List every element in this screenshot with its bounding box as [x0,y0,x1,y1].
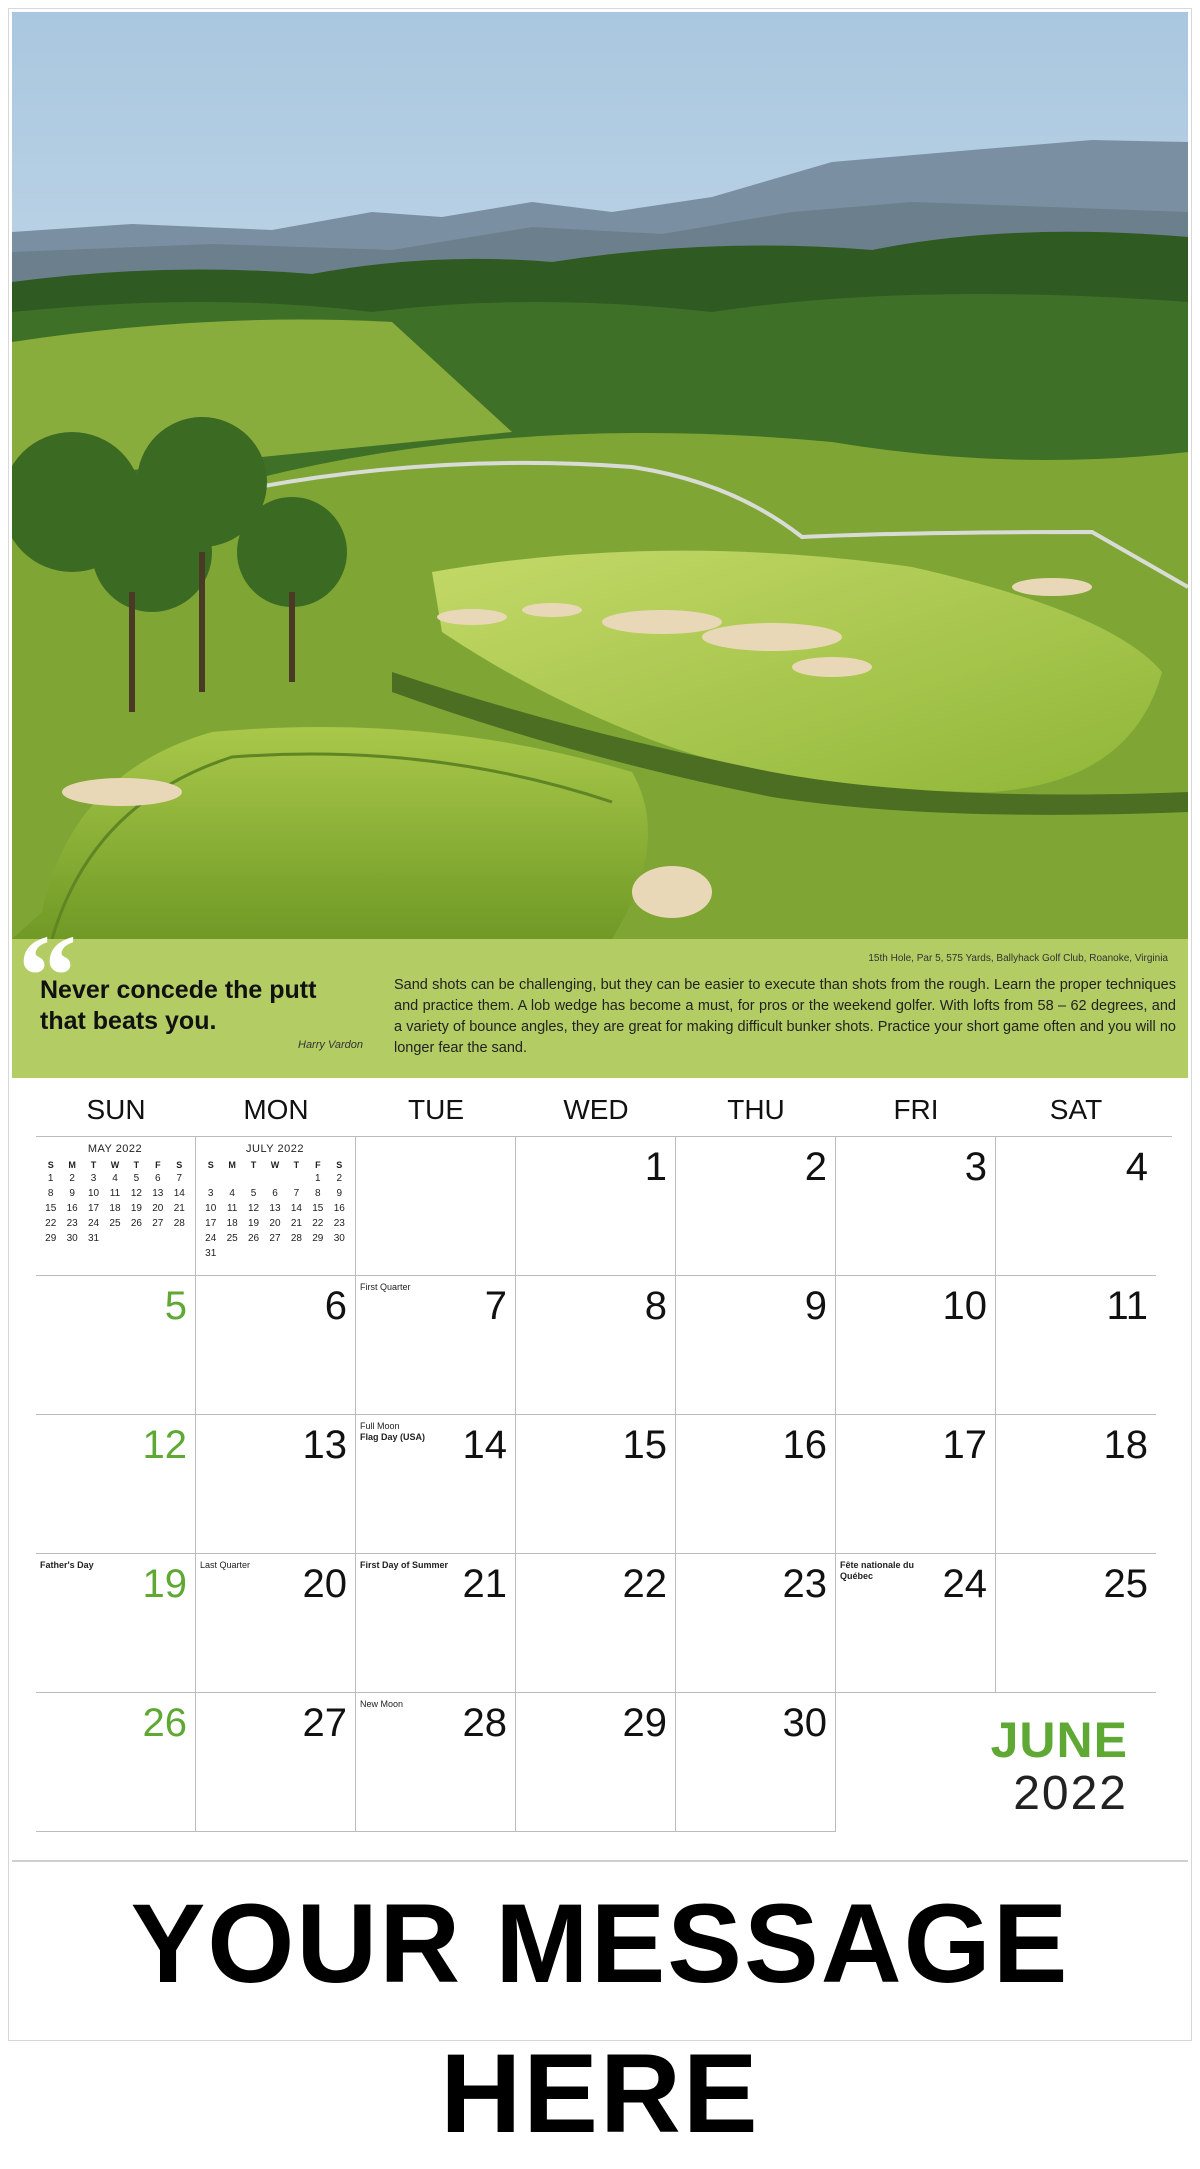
footer-divider [12,1860,1188,1862]
week-row [36,1415,1172,1554]
mini-day [243,1171,264,1186]
mini-day: 29 [45,1233,57,1244]
mini-day: 30 [333,1233,345,1244]
mini-day: 16 [333,1203,345,1214]
day-number: 1 [644,1145,667,1189]
day-cell [196,1554,356,1693]
holiday-name: Father's Day [40,1560,94,1570]
mini-weekday: M [228,1159,236,1170]
mini-day: 22 [45,1218,57,1229]
photo-caption: 15th Hole, Par 5, 575 Yards, Ballyhack Golf Club, Roanoke, Virginia [868,953,1168,964]
month-year: 2022 [1013,1767,1128,1820]
day-cell [836,1276,996,1415]
mini-day: 1 [47,1173,54,1184]
mini-day: 13 [152,1188,164,1199]
mini-day: 9 [336,1188,343,1199]
mini-day: 8 [315,1188,321,1199]
mini-day: 19 [130,1203,142,1214]
golf-course-illustration [12,12,1188,939]
mini-weekday: S [207,1159,214,1170]
mini-day [169,1231,190,1246]
mini-calendar-next [200,1143,350,1261]
mini-day: 14 [290,1203,302,1214]
mini-day [286,1246,307,1261]
mini-day: 18 [226,1218,238,1229]
mini-day [221,1171,242,1186]
mini-day: 6 [155,1173,161,1184]
mini-day: 24 [205,1233,217,1244]
mini-day: 7 [176,1173,183,1184]
day-cell [676,1415,836,1554]
day-cell [996,1554,1156,1693]
mini-day: 14 [173,1188,185,1199]
date-grid [36,1136,1172,1832]
mini-day: 30 [66,1233,78,1244]
advertising-footer [12,1869,1188,2156]
day-cell [356,1415,516,1554]
week-row [36,1554,1172,1693]
week-row [36,1693,1172,1832]
mini-weekday: W [270,1159,280,1170]
day-event [840,1560,940,1582]
mini-day: 6 [272,1188,278,1199]
mini-day: 15 [312,1203,324,1214]
week-row [36,1276,1172,1415]
week-row [36,1137,1172,1276]
mini-calendar-cell [36,1137,196,1276]
mini-day [329,1246,350,1261]
day-cell [36,1554,196,1693]
weekday-header [36,1084,1172,1136]
event-note: First Quarter [360,1282,411,1292]
event-note: Last Quarter [200,1560,251,1570]
day-event [40,1560,140,1571]
mini-day: 21 [290,1218,302,1229]
day-cell [516,1554,676,1693]
weekday-thu: THU [727,1094,785,1125]
mini-weekday: T [250,1159,257,1170]
quote-author: Harry Vardon [298,1039,364,1051]
day-number: 30 [782,1701,827,1745]
day-cell [196,1276,356,1415]
day-cell [836,1137,996,1276]
empty-cell [356,1137,516,1276]
month-name: JUNE [990,1712,1128,1768]
day-cell [996,1276,1156,1415]
day-number: 24 [942,1562,987,1606]
calendar-page [8,8,1192,2156]
weekday-wed: WED [563,1094,629,1125]
quote-mark-icon: “ [18,910,77,1041]
weekday-tue: TUE [408,1094,464,1125]
mini-day: 7 [293,1188,300,1199]
mini-day [126,1231,147,1246]
mini-day: 19 [247,1218,260,1229]
mini-weekday: S [47,1159,54,1170]
day-cell [516,1276,676,1415]
day-number: 14 [462,1423,507,1467]
day-number: 6 [324,1284,347,1328]
day-event [360,1699,403,1710]
mini-weekday: F [315,1159,321,1170]
day-number: 26 [142,1701,187,1745]
mini-day: 28 [173,1218,185,1229]
quote-text: Never concede the putt that beats you. [40,976,317,1035]
mini-day: 27 [152,1218,164,1229]
mini-day: 24 [87,1218,100,1229]
day-event [360,1560,460,1571]
day-number: 2 [804,1145,827,1189]
day-number: 13 [302,1423,347,1467]
day-number: 22 [622,1562,667,1606]
day-number: 23 [782,1562,827,1606]
day-number: 12 [142,1423,187,1467]
day-cell [36,1415,196,1554]
mini-day: 28 [290,1233,302,1244]
mini-weekday: T [133,1159,140,1170]
mini-day [264,1171,285,1186]
mini-day: 11 [226,1203,238,1214]
event-note: New Moon [360,1699,404,1709]
mini-day: 20 [152,1203,164,1214]
mini-day: 3 [207,1188,214,1199]
mini-day: 25 [109,1218,121,1229]
day-event [360,1282,411,1293]
mini-weekday: T [293,1159,300,1170]
mini-day: 12 [130,1188,142,1199]
month-title-cell [836,1693,1156,1832]
weekday-mon: MON [243,1094,309,1125]
day-cell [836,1415,996,1554]
day-number: 25 [1103,1562,1148,1606]
mini-day: 31 [205,1248,217,1259]
golf-course-photo [12,12,1188,939]
mini-day: 26 [130,1218,142,1229]
mini-day: 9 [69,1188,75,1199]
day-number: 29 [622,1701,667,1745]
mini-day: 25 [226,1233,238,1244]
day-event [200,1560,250,1571]
mini-day: 11 [109,1188,121,1199]
holiday-name: First Day of Summer [360,1560,449,1570]
day-cell [676,1693,836,1832]
mini-weekday: S [336,1159,343,1170]
day-cell [196,1415,356,1554]
day-cell [836,1554,996,1693]
mini-day: 23 [333,1218,345,1229]
day-number: 7 [484,1284,507,1328]
day-number: 17 [942,1423,987,1467]
mini-calendar-title: MAY 2022 [87,1143,143,1155]
mini-day: 10 [205,1203,217,1214]
mini-weekday: F [155,1159,161,1170]
weekday-fri: FRI [893,1094,939,1125]
mini-calendar-cell [196,1137,356,1276]
mini-day: 31 [87,1233,100,1244]
mini-day: 16 [66,1203,78,1214]
mini-day: 29 [312,1233,324,1244]
mini-day: 10 [87,1188,100,1199]
mini-day: 3 [90,1173,97,1184]
mini-day: 27 [269,1233,281,1244]
mini-day: 5 [250,1188,257,1199]
mini-day: 4 [112,1173,118,1184]
mini-day: 5 [133,1173,140,1184]
mini-day [243,1246,264,1261]
mini-day [307,1246,328,1261]
mini-day: 26 [247,1233,260,1244]
day-cell [516,1137,676,1276]
event-note: Full Moon [360,1421,400,1431]
weekday-sun: SUN [86,1094,146,1125]
mini-day [286,1171,307,1186]
mini-day: 12 [247,1203,260,1214]
day-cell [516,1693,676,1832]
mini-weekday: T [90,1159,97,1170]
day-number: 15 [622,1423,667,1467]
day-cell [676,1554,836,1693]
quote-band [12,910,1188,1078]
day-cell [356,1276,516,1415]
mini-weekday: M [68,1159,76,1170]
day-event [360,1421,460,1443]
mini-calendar-title: JULY 2022 [246,1143,304,1155]
mini-day: 22 [312,1218,324,1229]
day-number: 11 [1106,1284,1148,1328]
day-cell [356,1554,516,1693]
day-number: 20 [302,1562,347,1606]
holiday-name: Fête nationale du Québec [840,1560,915,1581]
mini-weekday: W [110,1159,120,1170]
mini-day: 20 [269,1218,281,1229]
day-number: 9 [804,1284,827,1328]
mini-day: 2 [69,1173,75,1184]
day-number: 4 [1125,1145,1148,1189]
mini-day: 15 [45,1203,57,1214]
day-number: 8 [644,1284,667,1328]
day-cell [676,1276,836,1415]
day-number: 16 [782,1423,827,1467]
mini-day: 1 [315,1173,321,1184]
day-cell [996,1415,1156,1554]
mini-day: 18 [109,1203,121,1214]
day-cell [36,1276,196,1415]
day-number: 28 [462,1701,507,1745]
day-number: 3 [964,1145,987,1189]
day-number: 27 [302,1701,347,1745]
mini-day [104,1231,125,1246]
mini-day [221,1246,242,1261]
day-cell [196,1693,356,1832]
mini-day: 8 [47,1188,54,1199]
mini-weekday: S [176,1159,183,1170]
tip-text: Sand shots can be challenging, but they can be easier to execute than shots from the rough. Learn the proper techniques and practice them. A lob wedge has become a must, for pros or the weekend golfer. With lofts from 58 – 62 degrees, and a variety of bounce angles, they are great for making difficult bunker shots. Practice your short game often and you will no longer fear the sand. [394,977,1176,1056]
day-cell [356,1693,516,1832]
holiday-name: Flag Day (USA) [360,1432,426,1442]
month-title [991,1713,1128,1821]
mini-day: 21 [173,1203,185,1214]
day-cell [516,1415,676,1554]
day-number: 5 [164,1284,187,1328]
mini-day: 23 [66,1218,78,1229]
day-number: 10 [942,1284,987,1328]
day-number: 19 [142,1562,187,1606]
mini-day: 2 [336,1173,343,1184]
footer-message: YOUR MESSAGE HERE [130,1881,1070,2156]
mini-day [264,1246,285,1261]
mini-day [200,1171,221,1186]
day-number: 21 [462,1562,507,1606]
day-cell [996,1137,1156,1276]
mini-day [147,1231,168,1246]
weekday-sat: SAT [1049,1094,1103,1125]
mini-day: 17 [87,1203,100,1214]
mini-day: 13 [269,1203,281,1214]
day-number: 18 [1103,1423,1148,1467]
mini-calendar-prev [40,1143,190,1246]
mini-day: 17 [205,1218,217,1229]
mini-day: 4 [229,1188,235,1199]
month-calendar [36,1084,1172,1832]
day-cell [36,1693,196,1832]
day-cell [676,1137,836,1276]
